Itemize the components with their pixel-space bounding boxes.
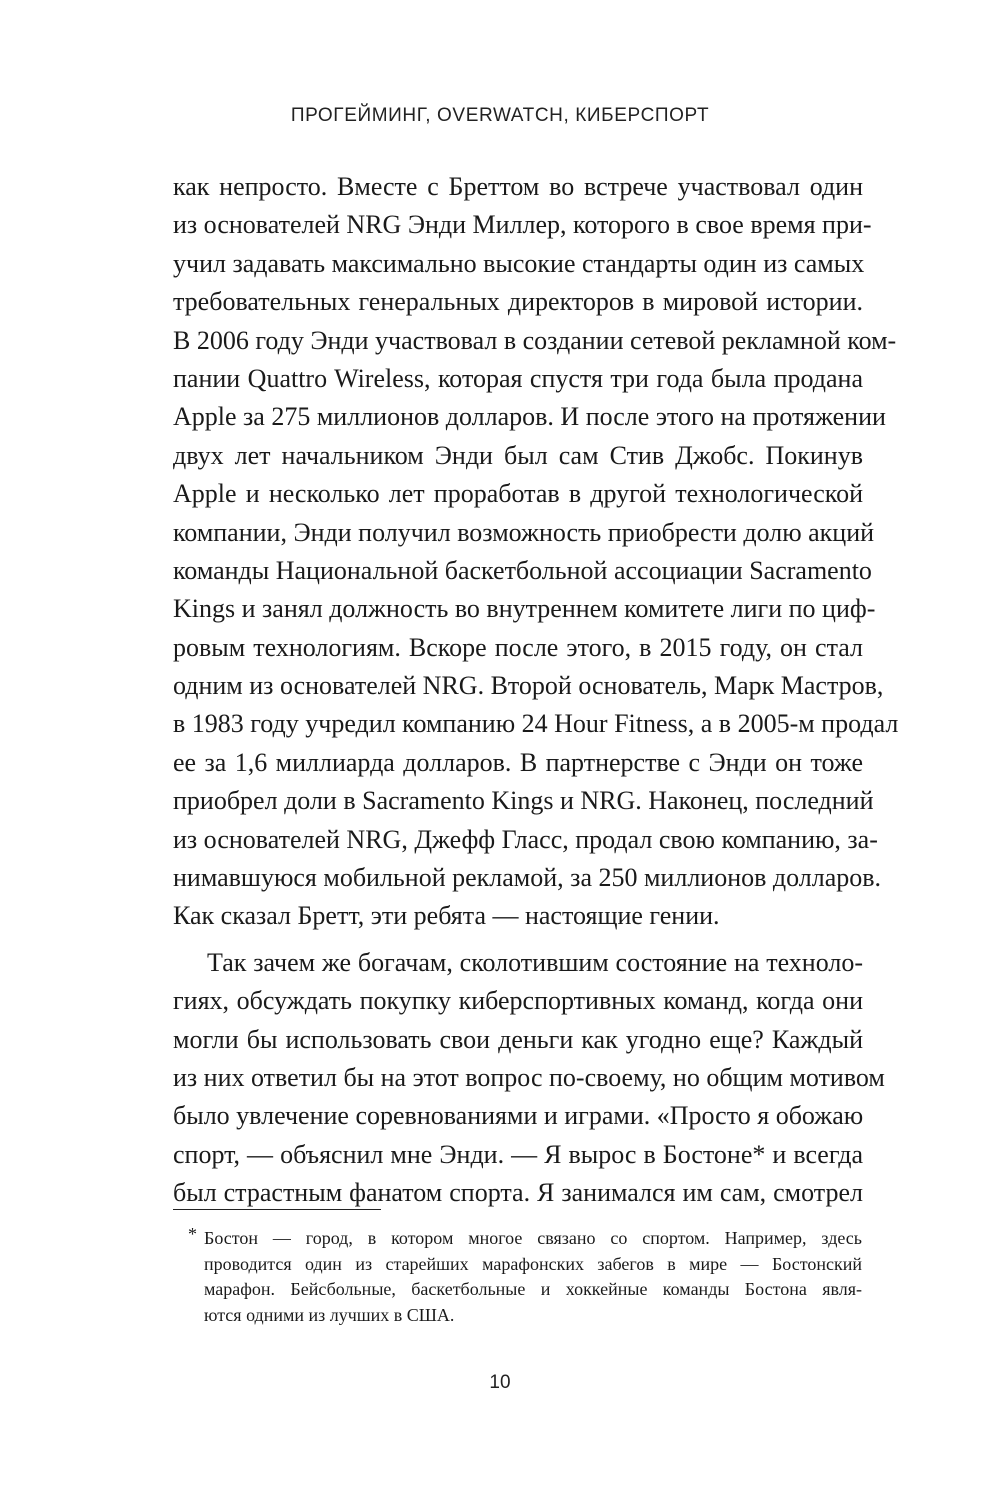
text-line: компании, Энди получил возможность приобрести долю акций: [173, 517, 875, 547]
paragraph-1: [173, 168, 899, 936]
page-number: 10: [489, 1372, 511, 1393]
footnote: [188, 1224, 862, 1328]
text-line: в 1983 году учредил компанию 24 Hour Fitness, а в 2005-м продал: [173, 709, 899, 739]
text-line: двух лет начальником Энди был сам Стив Джобс. Покинув: [173, 440, 863, 470]
text-line: Apple и несколько лет проработав в другой технологической: [173, 479, 863, 509]
body-text: [173, 168, 899, 1213]
text-line: Kings и занял должность во внутреннем комитете лиги по циф-: [173, 594, 876, 624]
text-line: В 2006 году Энди участвовал в создании сетевой рекламной ком-: [173, 325, 897, 355]
footnote-divider: [173, 1209, 381, 1210]
footnote-line: марафон. Бейсбольные, баскетбольные и хоккейные команды Бостона явля-: [204, 1279, 862, 1300]
paragraph-gap: [173, 936, 863, 944]
text-line: требовательных генеральных директоров в мировой истории.: [173, 287, 863, 317]
text-line: Так зачем же богачам, сколотившим состояние на техноло-: [207, 947, 863, 977]
text-line: из них ответил бы на этот вопрос по-своему, но общим мотивом: [173, 1062, 885, 1092]
text-line: одним из основателей NRG. Второй основатель, Марк Мастров,: [173, 671, 884, 701]
text-line: ровым технологиям. Вскоре после этого, в 2015 году, он стал: [173, 632, 863, 662]
text-line: команды Национальной баскетбольной ассоциации Sacramento: [173, 555, 872, 585]
text-line: могли бы использовать свои деньги как угодно еще? Каждый: [173, 1024, 863, 1054]
text-line: было увлечение соревнованиями и играми. «Просто я обожаю: [173, 1101, 864, 1131]
text-line: гиях, обсуждать покупку киберспортивных команд, когда они: [173, 986, 863, 1016]
text-line: приобрел доли в Sacramento Kings и NRG. Наконец, последний: [173, 786, 874, 816]
text-line: пании Quattro Wireless, которая спустя три года была продана: [173, 363, 863, 393]
text-line: учил задавать максимально высокие стандарты один из самых: [173, 248, 865, 278]
text-line: Как сказал Бретт, эти ребята — настоящие гении.: [173, 901, 720, 931]
footnote-line: Бостон — город, в котором многое связано со спортом. Например, здесь: [204, 1228, 862, 1248]
footnote-line: проводится один из старейших марафонских забегов в мире — Бостонский: [204, 1253, 862, 1274]
running-head: ПРОГЕЙМИНГ, OVERWATCH, КИБЕРСПОРТ: [290, 105, 710, 126]
text-line: был страстным фанатом спорта. Я занимался им сам, смотрел: [173, 1178, 863, 1208]
text-line: спорт, — объяснил мне Энди. — Я вырос в Бостоне* и всегда: [173, 1139, 863, 1169]
text-line: как непросто. Вместе с Бреттом во встрече участвовал один: [173, 172, 863, 201]
text-line: Apple за 275 миллионов долларов. И после этого на протяжении: [173, 402, 886, 432]
text-line: нимавшуюся мобильной рекламой, за 250 миллионов долларов.: [173, 863, 882, 893]
footnote-line: ются одними из лучших в США.: [204, 1304, 455, 1325]
text-line: из основателей NRG Энди Миллер, которого в свое время при-: [173, 210, 872, 240]
text-line: ее за 1,6 миллиарда долларов. В партнерстве с Энди он тоже: [173, 747, 863, 777]
text-line: из основателей NRG, Джефф Гласс, продал свою компанию, за-: [173, 824, 878, 854]
footnote-marker: *: [188, 1224, 197, 1244]
paragraph-2: [173, 944, 885, 1213]
